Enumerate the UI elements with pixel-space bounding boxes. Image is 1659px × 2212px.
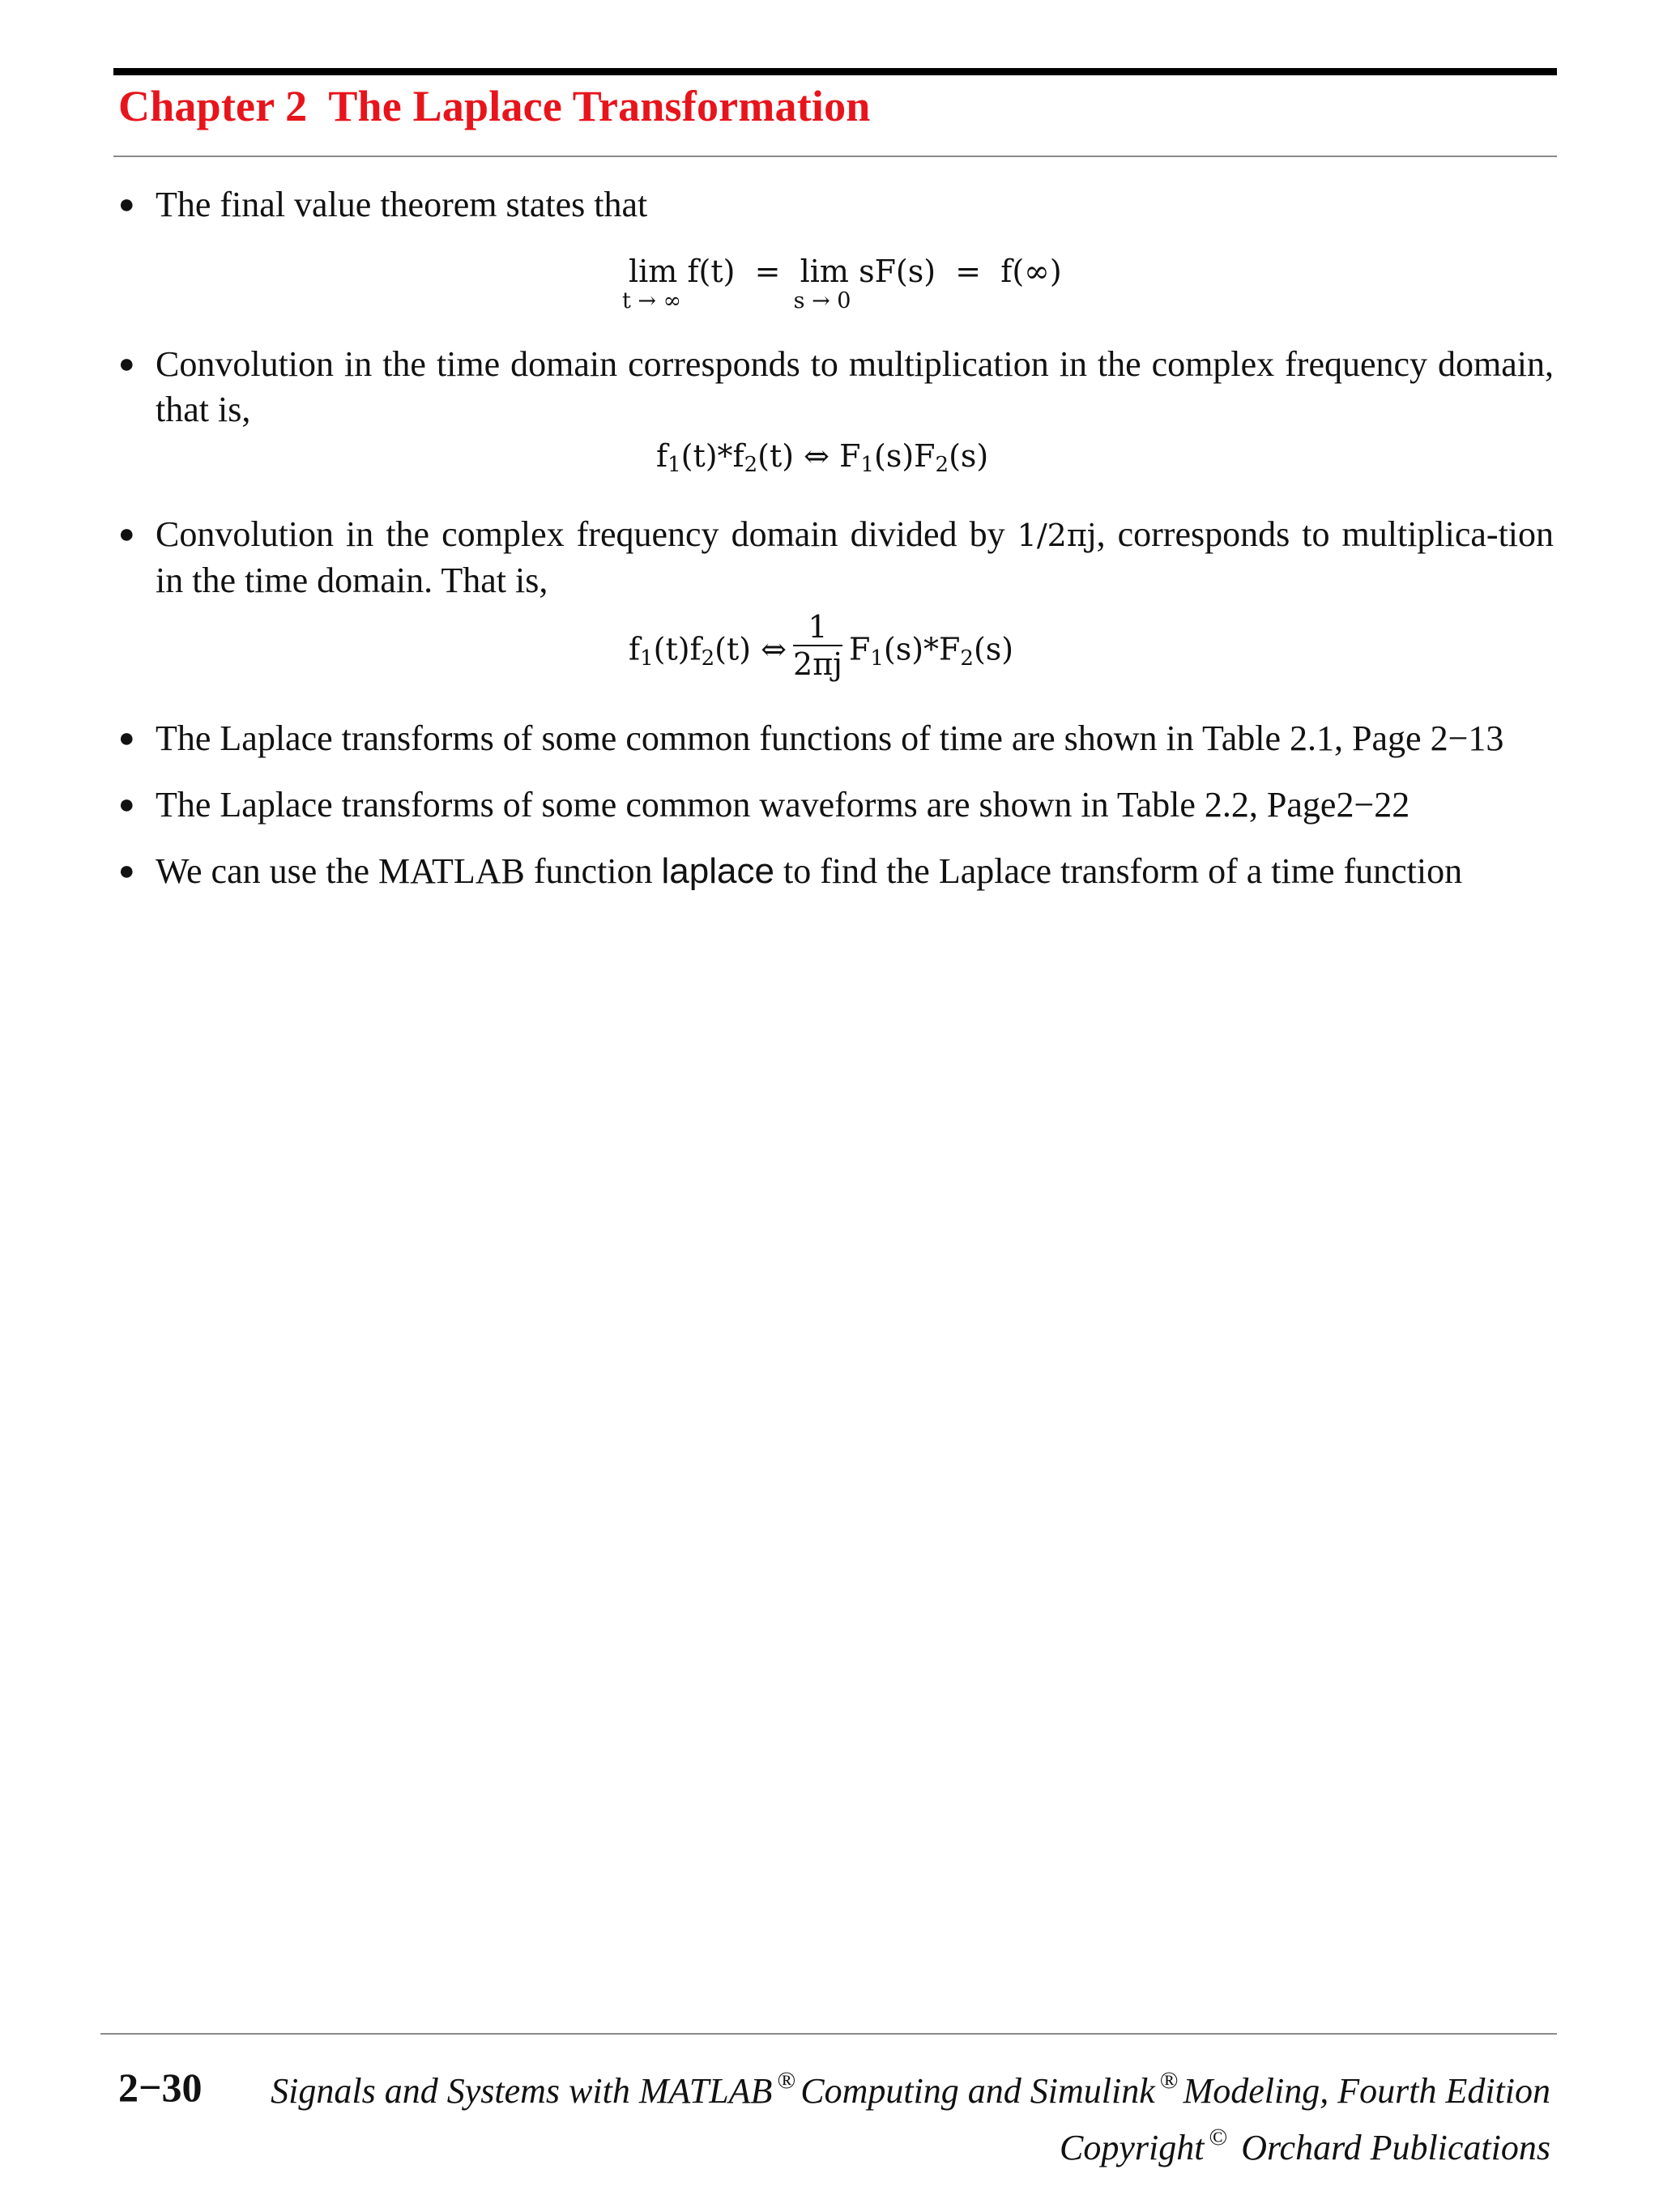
- eq-term: f(t): [687, 254, 736, 289]
- bullet-icon: ●: [118, 856, 135, 886]
- copyright-symbol: ©: [1209, 2124, 1228, 2150]
- item-text: Convolution in the time domain corresponds to multiplication in the complex frequency domain, that is,: [156, 344, 1554, 429]
- copyright-line: Copyright © Orchard Publications: [1060, 2124, 1550, 2167]
- bullet-item-final-value: [118, 182, 1554, 228]
- item-text: The final value theorem states that: [156, 185, 648, 224]
- bullet-icon: ●: [118, 519, 135, 549]
- registered-mark: ®: [1159, 2067, 1179, 2094]
- equation-final-value: [622, 254, 1062, 313]
- eq-term: sF(s): [859, 254, 936, 289]
- limit-operator: lim s → 0: [793, 254, 851, 313]
- inline-math: 1/2πj: [1017, 518, 1097, 553]
- code-keyword: laplace: [661, 851, 774, 891]
- bullet-item-table-2-2: [118, 782, 1554, 828]
- equation-convolution-time: $f_1(t)*f_2(t)$ ⇔ $F_1(s)F_2(s)$: [656, 438, 989, 477]
- equals-sign: =: [955, 254, 982, 289]
- book-title: Signals and Systems with MATLAB ® Computing and Simulink ® Modeling, Fourth Edition: [271, 2067, 1550, 2111]
- item-text: Convolution in the complex frequency domain divided by 1/2πj, corresponds to multiplica-tion in the time domain. That is,: [156, 514, 1555, 600]
- chapter-heading: [118, 81, 871, 131]
- bullet-item-convolution-time: [118, 342, 1554, 433]
- eq-term: f(∞): [1000, 254, 1062, 289]
- bullet-icon: ●: [118, 190, 135, 219]
- equation-convolution-frequency: $f_1(t)f_2(t)$ ⇔ $\frac{1}{2\pi j}$ $F_1(s)*F_2(s)$: [629, 609, 1014, 682]
- item-text: The Laplace transforms of some common waveforms are shown in Table 2.2, Page2−22: [156, 785, 1410, 825]
- top-rule: [113, 68, 1557, 75]
- header-rule: [113, 156, 1557, 157]
- item-text: The Laplace transforms of some common functions of time are shown in Table 2.1, Page 2−13: [156, 718, 1504, 758]
- bullet-icon: ●: [118, 790, 135, 820]
- bullet-icon: ●: [118, 723, 135, 753]
- registered-mark: ®: [777, 2067, 796, 2094]
- equals-sign: =: [754, 254, 781, 289]
- footer-rule: [100, 2033, 1557, 2035]
- fraction: $\frac{1}{2\pi j}$: [793, 609, 842, 682]
- item-text: We can use the MATLAB function laplace to find the Laplace transform of a time function: [156, 851, 1463, 891]
- page-number: 2−30: [118, 2065, 203, 2110]
- chapter-label: Chapter 2: [118, 82, 308, 130]
- limit-operator: lim t → ∞: [622, 254, 682, 313]
- limit-subscript: s → 0: [793, 288, 851, 313]
- bullet-item-matlab-laplace: [118, 849, 1554, 894]
- limit-subscript: t → ∞: [622, 288, 682, 313]
- bullet-item-table-2-1: [118, 716, 1554, 761]
- bullet-item-convolution-frequency: [118, 512, 1554, 603]
- chapter-title: The Laplace Transformation: [328, 82, 871, 130]
- bullet-icon: ●: [118, 349, 135, 379]
